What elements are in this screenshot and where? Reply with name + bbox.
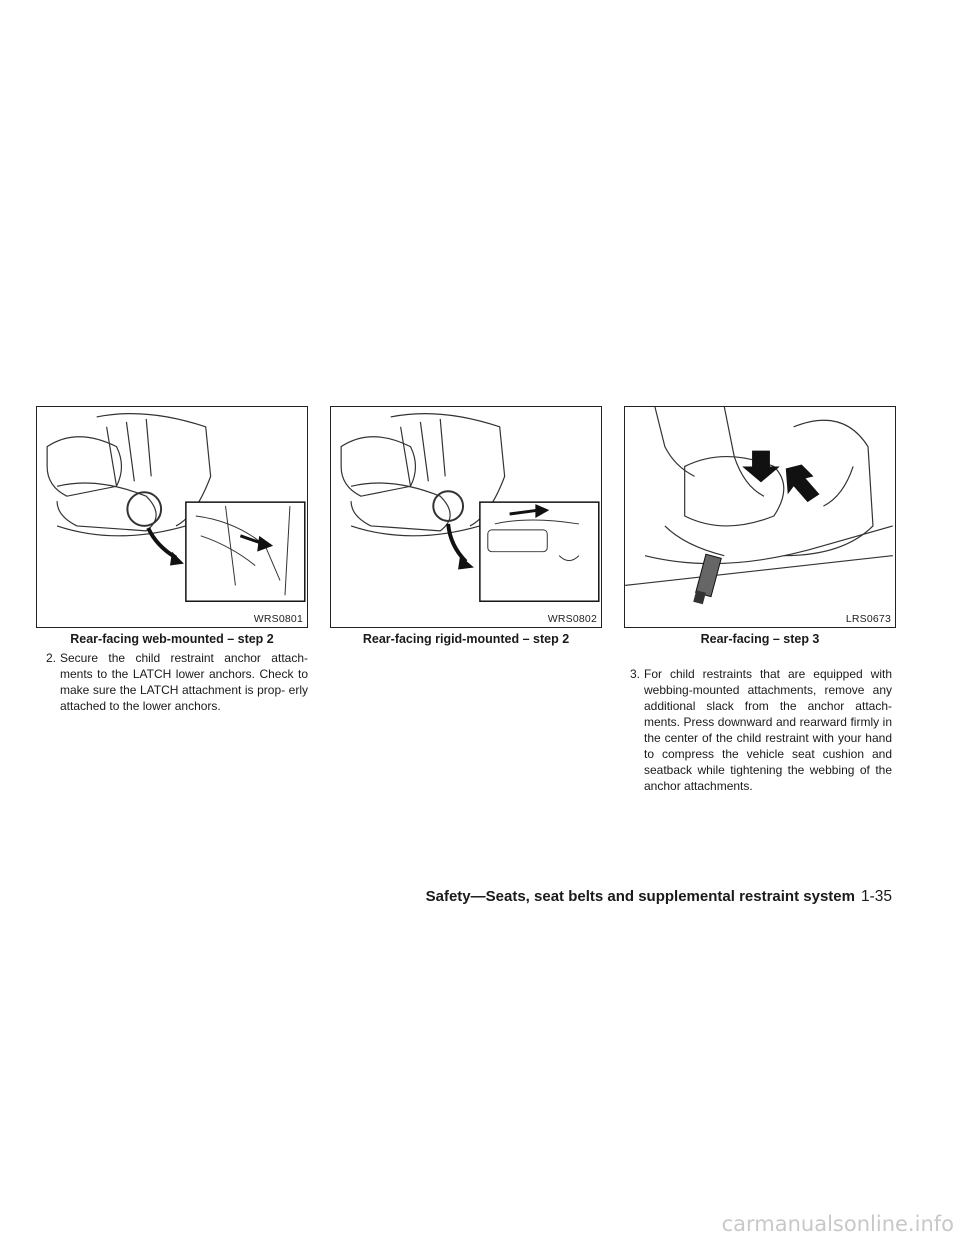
- figure-caption: Rear-facing – step 3: [700, 632, 820, 646]
- step-text: Secure the child restraint anchor attach- ments to the LATCH lower anchors. Check to make sure the LATCH attachment is prop- erly attached to the lower anchors.: [60, 651, 308, 713]
- illustration-rigid-mounted: [331, 407, 601, 627]
- figure-code: WRS0802: [547, 613, 597, 625]
- figure-rear-facing-step3: [624, 406, 896, 628]
- figure-caption: Rear-facing rigid-mounted – step 2: [362, 632, 570, 646]
- illustration-press-seat: [625, 407, 895, 627]
- section-title: Safety—Seats, seat belts and supplemental restraint system: [425, 888, 855, 905]
- step-number: 2.: [46, 651, 57, 665]
- step-3-instruction: [630, 666, 892, 794]
- figure-code: LRS0673: [845, 613, 891, 625]
- step-2-instruction: [46, 650, 308, 714]
- figure-code: WRS0801: [253, 613, 303, 625]
- page-number: 1-35: [860, 888, 892, 905]
- watermark: carmanualsonline.info: [721, 1212, 954, 1236]
- step-text: For child restraints that are equipped with webbing-mounted attachments, remove any additional slack from the anchor attach- ments. Press downward and rearward firmly in the center of the child restraint with your hand to compress the vehicle seat cushion and seatback while tightening the webbing of the anchor attachments.: [644, 667, 892, 793]
- page-footer: [426, 888, 892, 906]
- illustration-web-mounted: [37, 407, 307, 627]
- figure-web-mounted-step2: [36, 406, 308, 628]
- figure-rigid-mounted-step2: [330, 406, 602, 628]
- figure-caption: Rear-facing web-mounted – step 2: [70, 632, 274, 646]
- step-number: 3.: [630, 667, 641, 681]
